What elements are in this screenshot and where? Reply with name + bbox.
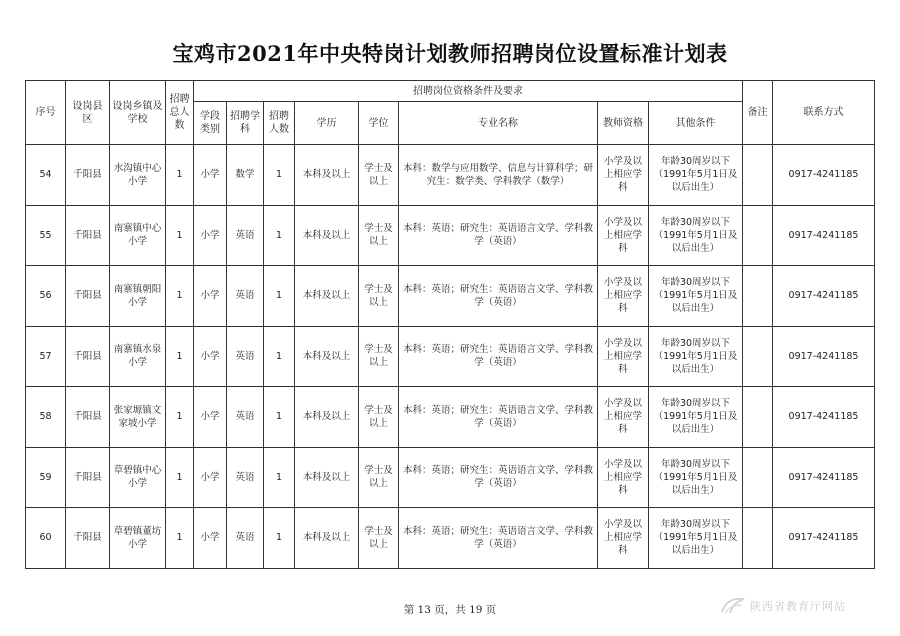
cell-section: 小学 [194, 145, 227, 206]
page-number: 第 13 页，共 19 页 [403, 604, 497, 616]
recruitment-plan-table [25, 80, 875, 569]
header-seq: 序号 [26, 81, 66, 145]
cell-major: 本科：英语；研究生：英语语言文学、学科教学（英语） [399, 266, 598, 327]
cell-education: 本科及以上 [295, 508, 359, 569]
header-major: 专业名称 [399, 102, 598, 145]
header-requirements-group: 招聘岗位资格条件及要求 [194, 81, 743, 102]
header-section: 学段类别 [194, 102, 227, 145]
cell-total: 1 [166, 145, 194, 206]
cell-subject: 英语 [227, 326, 264, 387]
cell-school: 张家塬镇文家坡小学 [110, 387, 166, 448]
cell-major: 本科：英语；研究生：英语语言文学、学科教学（英语） [399, 326, 598, 387]
cell-section: 小学 [194, 508, 227, 569]
cell-section: 小学 [194, 326, 227, 387]
cell-qualification: 小学及以上相应学科 [598, 447, 649, 508]
cell-education: 本科及以上 [295, 205, 359, 266]
cell-qualification: 小学及以上相应学科 [598, 205, 649, 266]
header-county: 设岗县区 [66, 81, 110, 145]
cell-qualification: 小学及以上相应学科 [598, 387, 649, 448]
cell-school: 南寨镇中心小学 [110, 205, 166, 266]
cell-degree: 学士及以上 [359, 508, 399, 569]
table-row [26, 447, 875, 508]
cell-total: 1 [166, 266, 194, 327]
cell-total: 1 [166, 447, 194, 508]
header-education: 学历 [295, 102, 359, 145]
cell-major: 本科：英语；研究生：英语语言文学、学科教学（英语） [399, 205, 598, 266]
cell-school: 南寨镇朝阳小学 [110, 266, 166, 327]
cell-count: 1 [264, 145, 295, 206]
cell-subject: 英语 [227, 387, 264, 448]
cell-other: 年龄30周岁以下（1991年5月1日及以后出生） [649, 387, 743, 448]
cell-count: 1 [264, 508, 295, 569]
cell-education: 本科及以上 [295, 387, 359, 448]
cell-contact: 0917-4241185 [773, 145, 875, 206]
table-row [26, 387, 875, 448]
cell-remarks [743, 205, 773, 266]
cell-county: 千阳县 [66, 205, 110, 266]
cell-seq: 59 [26, 447, 66, 508]
cell-county: 千阳县 [66, 326, 110, 387]
cell-degree: 学士及以上 [359, 145, 399, 206]
cell-count: 1 [264, 387, 295, 448]
cell-count: 1 [264, 205, 295, 266]
header-degree: 学位 [359, 102, 399, 145]
cell-school: 南寨镇水泉小学 [110, 326, 166, 387]
cell-remarks [743, 508, 773, 569]
cell-seq: 56 [26, 266, 66, 327]
cell-seq: 58 [26, 387, 66, 448]
header-contact: 联系方式 [773, 81, 875, 145]
cell-seq: 55 [26, 205, 66, 266]
cell-other: 年龄30周岁以下（1991年5月1日及以后出生） [649, 326, 743, 387]
cell-contact: 0917-4241185 [773, 447, 875, 508]
cell-subject: 英语 [227, 508, 264, 569]
cell-section: 小学 [194, 266, 227, 327]
cell-contact: 0917-4241185 [773, 205, 875, 266]
watermark [720, 594, 890, 618]
cell-education: 本科及以上 [295, 326, 359, 387]
cell-contact: 0917-4241185 [773, 387, 875, 448]
cell-subject: 数学 [227, 145, 264, 206]
cell-qualification: 小学及以上相应学科 [598, 508, 649, 569]
header-count: 招聘人数 [264, 102, 295, 145]
cell-education: 本科及以上 [295, 145, 359, 206]
watermark-logo-icon [720, 596, 746, 616]
cell-remarks [743, 145, 773, 206]
cell-other: 年龄30周岁以下（1991年5月1日及以后出生） [649, 447, 743, 508]
cell-subject: 英语 [227, 447, 264, 508]
header-total: 招聘总人数 [166, 81, 194, 145]
cell-other: 年龄30周岁以下（1991年5月1日及以后出生） [649, 205, 743, 266]
cell-contact: 0917-4241185 [773, 508, 875, 569]
cell-subject: 英语 [227, 266, 264, 327]
watermark-text: 陕西省教育厅网站 [750, 600, 846, 613]
cell-subject: 英语 [227, 205, 264, 266]
cell-county: 千阳县 [66, 447, 110, 508]
cell-count: 1 [264, 266, 295, 327]
header-qualification: 教师资格 [598, 102, 649, 145]
cell-school: 草碧镇中心小学 [110, 447, 166, 508]
cell-remarks [743, 447, 773, 508]
cell-education: 本科及以上 [295, 447, 359, 508]
cell-total: 1 [166, 205, 194, 266]
cell-contact: 0917-4241185 [773, 326, 875, 387]
table-row [26, 205, 875, 266]
cell-major: 本科：英语；研究生：英语语言文学、学科教学（英语） [399, 508, 598, 569]
cell-county: 千阳县 [66, 508, 110, 569]
cell-remarks [743, 326, 773, 387]
cell-other: 年龄30周岁以下（1991年5月1日及以后出生） [649, 508, 743, 569]
cell-major: 本科：英语；研究生：英语语言文学、学科教学（英语） [399, 447, 598, 508]
cell-seq: 60 [26, 508, 66, 569]
cell-remarks [743, 266, 773, 327]
cell-seq: 57 [26, 326, 66, 387]
cell-remarks [743, 387, 773, 448]
cell-total: 1 [166, 508, 194, 569]
cell-degree: 学士及以上 [359, 266, 399, 327]
cell-other: 年龄30周岁以下（1991年5月1日及以后出生） [649, 145, 743, 206]
cell-county: 千阳县 [66, 266, 110, 327]
document-title: 宝鸡市2021年中央特岗计划教师招聘岗位设置标准计划表 [172, 41, 728, 66]
cell-seq: 54 [26, 145, 66, 206]
cell-county: 千阳县 [66, 387, 110, 448]
cell-degree: 学士及以上 [359, 326, 399, 387]
header-school: 设岗乡镇及学校 [110, 81, 166, 145]
cell-school: 草碧镇董坊小学 [110, 508, 166, 569]
cell-education: 本科及以上 [295, 266, 359, 327]
table-row [26, 508, 875, 569]
cell-qualification: 小学及以上相应学科 [598, 145, 649, 206]
header-subject: 招聘学科 [227, 102, 264, 145]
table-row [26, 266, 875, 327]
cell-county: 千阳县 [66, 145, 110, 206]
cell-degree: 学士及以上 [359, 387, 399, 448]
cell-section: 小学 [194, 387, 227, 448]
cell-total: 1 [166, 387, 194, 448]
cell-section: 小学 [194, 447, 227, 508]
cell-major: 本科：数学与应用数学、信息与计算科学；研究生：数学类、学科教学（数学） [399, 145, 598, 206]
cell-degree: 学士及以上 [359, 447, 399, 508]
cell-other: 年龄30周岁以下（1991年5月1日及以后出生） [649, 266, 743, 327]
header-remarks: 备注 [743, 81, 773, 145]
table-row [26, 145, 875, 206]
cell-contact: 0917-4241185 [773, 266, 875, 327]
cell-total: 1 [166, 326, 194, 387]
cell-qualification: 小学及以上相应学科 [598, 266, 649, 327]
header-other: 其他条件 [649, 102, 743, 145]
table-row [26, 326, 875, 387]
cell-count: 1 [264, 326, 295, 387]
cell-qualification: 小学及以上相应学科 [598, 326, 649, 387]
cell-school: 水沟镇中心小学 [110, 145, 166, 206]
cell-major: 本科：英语；研究生：英语语言文学、学科教学（英语） [399, 387, 598, 448]
cell-degree: 学士及以上 [359, 205, 399, 266]
cell-section: 小学 [194, 205, 227, 266]
cell-count: 1 [264, 447, 295, 508]
